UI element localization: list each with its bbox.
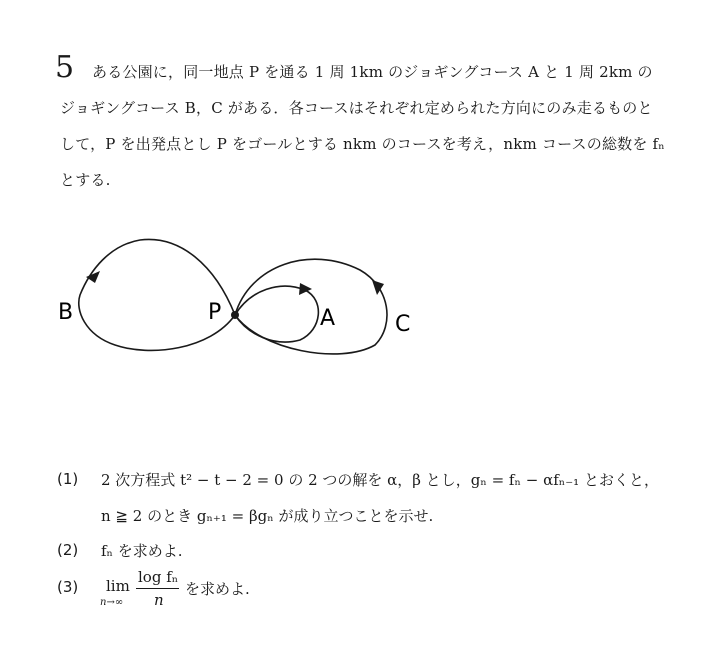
fraction-bar	[136, 588, 179, 589]
problem-number: 5	[55, 50, 75, 85]
question-2-line-1: fₙ を求めよ.	[101, 542, 183, 560]
limit-expression	[100, 568, 360, 608]
question-1-line-2: n ≧ 2 のとき gₙ₊₁ = βgₙ が成り立つことを示せ.	[101, 507, 434, 525]
question-1-line-1: 2 次方程式 t² − t − 2 = 0 の 2 つの解を α，β とし，gₙ = fₙ − αfₙ₋₁ とおくと，	[101, 471, 659, 489]
intro-line-2: ジョギングコース B，C がある．各コースはそれぞれ定められた方向にのみ走るものと	[60, 99, 653, 117]
label-p: P	[208, 300, 222, 325]
lim-subscript: n→∞	[100, 597, 124, 608]
question-1-number: (1)	[57, 470, 79, 488]
fraction-denominator: n	[154, 591, 164, 609]
question-2-number: (2)	[57, 541, 79, 559]
intro-line-1: ある公園に，同一地点 P を通る 1 周 1km のジョギングコース A と 1 周 2km の	[92, 63, 653, 81]
fraction-numerator: log fₙ	[138, 568, 179, 586]
label-b: B	[58, 300, 74, 325]
label-c: C	[395, 312, 411, 337]
lim-operator: lim	[106, 577, 130, 595]
course-c-loop	[235, 259, 387, 354]
intro-line-4: とする.	[60, 171, 111, 189]
jogging-course-diagram	[50, 225, 440, 380]
question-3-number: (3)	[57, 578, 79, 596]
course-a-loop	[235, 286, 318, 342]
arrow-b-icon	[86, 271, 100, 283]
intro-line-3: して，P を出発点とし P をゴールとする nkm のコースを考え，nkm コースの総数を fₙ	[60, 135, 665, 153]
course-b-loop	[79, 239, 235, 350]
label-a: A	[320, 306, 336, 331]
point-p-dot	[231, 311, 239, 319]
question-3-text: を求めよ.	[185, 580, 250, 598]
